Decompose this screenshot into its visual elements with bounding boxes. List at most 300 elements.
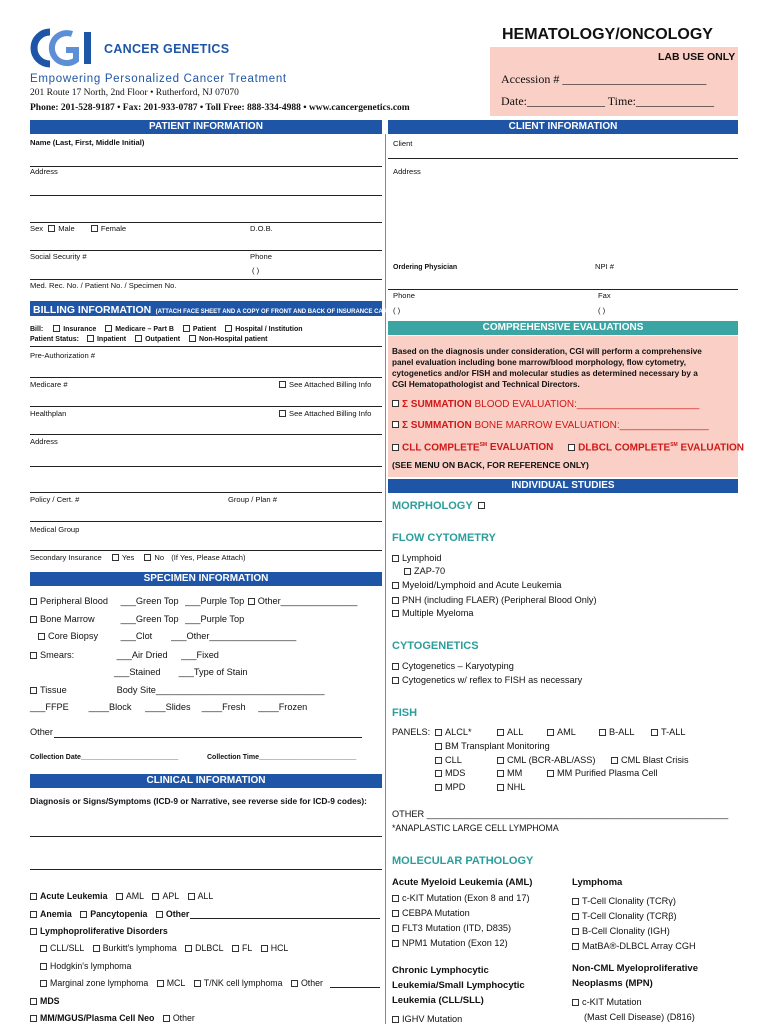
tissue-row <box>30 686 325 695</box>
pb-purple-top[interactable]: ___Purple Top <box>185 596 245 606</box>
hodgkin-row <box>40 962 131 971</box>
lymph-matba <box>572 942 696 951</box>
client-fax-paren: ( ) <box>598 306 606 315</box>
cyto-karyotyping-label: Cytogenetics – Karyotyping <box>402 661 514 671</box>
anemia-checkbox[interactable] <box>30 911 37 918</box>
fish-alcl-checkbox[interactable] <box>435 729 442 736</box>
secondary-note: (If Yes, Please Attach) <box>171 553 246 562</box>
client-phone-paren: ( ) <box>393 306 401 315</box>
cyto-reflex-label: Cytogenetics w/ reflex to FISH as necessary <box>402 675 583 685</box>
aml-flt3 <box>392 924 511 933</box>
core-biopsy-label: Core Biopsy <box>48 631 99 641</box>
mds-label: MDS <box>40 996 60 1006</box>
secondary-no-label: No <box>154 553 165 562</box>
patient-address-label: Address <box>30 167 58 176</box>
flow-pnh-checkbox[interactable] <box>392 597 399 604</box>
flow-pnh-label: PNH (including FLAER) (Peripheral Blood Only) <box>402 595 597 605</box>
fish-mm-checkbox[interactable] <box>497 770 504 777</box>
patient-phone-label: Phone <box>250 252 272 261</box>
policy-label: Policy / Cert. # <box>30 495 80 504</box>
healthplan-attached-label: See Attached Billing Info <box>289 409 372 418</box>
bill-patient-label: Patient <box>192 325 217 333</box>
fish-cml-blast-label: CML Blast Crisis <box>621 755 689 765</box>
summation-blood-row <box>392 400 699 410</box>
fl-checkbox[interactable] <box>232 945 239 952</box>
fish-tall-checkbox[interactable] <box>651 729 658 736</box>
flow-mm <box>392 609 473 618</box>
cll-sll-label: CLL/SLL <box>50 943 85 953</box>
summation-blood-label: BLOOD EVALUATION:______________________ <box>471 399 700 410</box>
dlbcl-complete-label: DLBCL COMPLETE <box>578 442 671 454</box>
mzl-checkbox[interactable] <box>40 980 47 987</box>
outpatient-label: Outpatient <box>145 335 181 343</box>
flow-myeloid-label: Myeloid/Lymphoid and Acute Leukemia <box>402 580 562 590</box>
cll-title-2: Leukemia/Small Lymphocytic <box>392 980 525 991</box>
ordering-physician-label: Ordering Physician <box>393 264 458 271</box>
client-address-label: Address <box>393 167 421 176</box>
lymph-igh <box>572 927 670 936</box>
preauth-line[interactable] <box>30 377 382 378</box>
mzl-other-line[interactable] <box>330 987 380 988</box>
morphology-section <box>392 500 488 512</box>
cll-title-3: Leukemia (CLL/SLL) <box>392 995 484 1006</box>
fish-aml-checkbox[interactable] <box>547 729 554 736</box>
fish-cll-checkbox[interactable] <box>435 757 442 764</box>
fresh-field[interactable]: ____Fresh <box>201 702 246 712</box>
lymph-igh-label: B-Cell Clonality (IGH) <box>582 926 670 936</box>
client-info-header: CLIENT INFORMATION <box>388 120 738 134</box>
clin-apl-checkbox[interactable] <box>152 893 159 900</box>
medrec-label: Med. Rec. No. / Patient No. / Specimen No. <box>30 281 177 290</box>
sex-dob-line[interactable] <box>30 250 382 251</box>
medical-group-line[interactable] <box>30 550 382 551</box>
fish-cml-label: CML (BCR-ABL/ASS) <box>507 755 596 765</box>
comp-text-3: cytogenetics and/or FISH and molecular studies as determined necessary by a <box>392 369 698 378</box>
bill-label: Bill: <box>30 325 44 333</box>
form-title: HEMATOLOGY/ONCOLOGY <box>502 26 713 43</box>
mcl-label: MCL <box>166 978 186 988</box>
patient-address-line-1[interactable] <box>30 195 382 196</box>
lymphoma-title: Lymphoma <box>572 877 623 888</box>
mpn-ckit-label: c-KIT Mutation <box>582 997 642 1007</box>
lymph-matba-label: MatBA®-DLBCL Array CGH <box>582 941 696 951</box>
fish-nhl-label: NHL <box>507 782 526 792</box>
female-label: Female <box>100 224 127 233</box>
cll-complete-label: CLL COMPLETE <box>402 442 480 454</box>
aml-title: Acute Myeloid Leukemia (AML) <box>392 877 533 888</box>
secondary-yes-checkbox[interactable] <box>112 554 119 561</box>
lymph-tcrb <box>572 912 677 921</box>
healthplan-line[interactable] <box>30 434 382 435</box>
secondary-row <box>30 554 246 562</box>
lymph-tcrg-label: T-Cell Clonality (TCRγ) <box>582 896 676 906</box>
secondary-no-checkbox[interactable] <box>144 554 151 561</box>
slides-field[interactable]: ____Slides <box>145 702 191 712</box>
burkitt-checkbox[interactable] <box>93 945 100 952</box>
specimen-header: SPECIMEN INFORMATION <box>30 572 382 586</box>
client-fax-label: Fax <box>598 291 611 300</box>
clin-all-checkbox[interactable] <box>188 893 195 900</box>
lymph-tcrb-checkbox[interactable] <box>572 913 579 920</box>
fish-mpd-checkbox[interactable] <box>435 784 442 791</box>
clin-aml-checkbox[interactable] <box>116 893 123 900</box>
anemia-other-checkbox[interactable] <box>156 911 163 918</box>
dlbcl-label: DLBCL <box>195 943 224 953</box>
core-biopsy-row <box>38 632 296 641</box>
npi-label: NPI # <box>595 262 614 271</box>
flow-lymphoid-label: Lymphoid <box>402 553 442 563</box>
medicare-attached-checkbox[interactable] <box>279 381 286 388</box>
diagnosis-line-2[interactable] <box>30 869 382 870</box>
fish-row-4 <box>435 769 658 778</box>
comprehensive-header: COMPREHENSIVE EVALUATIONS <box>388 321 738 335</box>
lymph-tcrg-checkbox[interactable] <box>572 898 579 905</box>
billing-address-line-1[interactable] <box>30 466 382 467</box>
ffpe-row <box>30 703 307 712</box>
fish-ball-label: B-ALL <box>609 727 635 737</box>
tagline: Empowering Personalized Cancer Treatment <box>30 73 287 85</box>
dlbcl-complete-checkbox[interactable] <box>568 444 575 451</box>
acute-leukemia-row <box>30 892 213 901</box>
aml-npm1 <box>392 939 508 948</box>
summation-bm-brand: Σ SUMMATION <box>402 420 472 431</box>
mpn-ckit-checkbox[interactable] <box>572 999 579 1006</box>
hcl-label: HCL <box>270 943 289 953</box>
flow-zap70-checkbox[interactable] <box>404 568 411 575</box>
pb-other[interactable]: Other_______________ <box>257 596 358 606</box>
tissue-checkbox[interactable] <box>30 687 37 694</box>
cyto-reflex <box>392 676 582 685</box>
mpn-ckit <box>572 998 642 1007</box>
healthplan-label: Healthplan <box>30 409 67 418</box>
policy-line[interactable] <box>30 521 382 522</box>
billing-title: BILLING INFORMATION <box>33 304 152 316</box>
flow-zap70 <box>404 567 445 576</box>
cyto-karyotyping-checkbox[interactable] <box>392 663 399 670</box>
billing-address-label: Address <box>30 437 58 446</box>
fish-mds-checkbox[interactable] <box>435 770 442 777</box>
mzl-row <box>40 979 323 988</box>
ssn-line[interactable] <box>30 279 382 280</box>
male-label: Male <box>58 224 75 233</box>
date-time-field[interactable]: Date:_____________ Time:_____________ <box>501 94 715 108</box>
bill-insurance-label: Insurance <box>63 325 97 333</box>
bill-hospital-checkbox[interactable] <box>225 325 232 332</box>
comp-text-2: panel evaluation including bone marrow/blood morphology, flow cytometry, <box>392 358 687 367</box>
acute-leukemia-label: Acute Leukemia <box>40 891 108 901</box>
collection-time[interactable]: Collection Time_________________________ <box>207 754 357 761</box>
peripheral-blood-label: Peripheral Blood <box>40 596 108 606</box>
bm-purple-top[interactable]: ___Purple Top <box>185 614 245 624</box>
female-checkbox[interactable] <box>91 225 98 232</box>
lpd-items-row <box>40 944 288 953</box>
burkitt-label: Burkitt's lymphoma <box>102 943 177 953</box>
stained-field[interactable]: ___Stained <box>114 667 161 677</box>
cyto-reflex-checkbox[interactable] <box>392 677 399 684</box>
aml-npm1-label: NPM1 Mutation (Exon 12) <box>402 938 508 948</box>
stained-row <box>114 668 248 677</box>
healthplan-attached <box>279 410 371 418</box>
fish-other-field[interactable]: OTHER ___________________________________________________________ <box>392 809 729 819</box>
summation-blood-brand: Σ SUMMATION <box>402 399 472 410</box>
pb-green-top[interactable]: ___Green Top <box>120 596 179 606</box>
diagnosis-label: Diagnosis or Signs/Symptoms (ICD-9 or Narrative, see reverse side for ICD-9 codes): <box>30 796 367 806</box>
aml-ckit <box>392 894 530 903</box>
fish-all-checkbox[interactable] <box>497 729 504 736</box>
bm-green-top[interactable]: ___Green Top <box>120 614 179 624</box>
smears-row <box>30 651 219 660</box>
lymph-matba-checkbox[interactable] <box>572 943 579 950</box>
fish-mm-purified-checkbox[interactable] <box>547 770 554 777</box>
mpn-mast-label: (Mast Cell Disease) (D816) <box>584 1012 695 1022</box>
sex-row <box>30 225 126 233</box>
alcl-note: *ANAPLASTIC LARGE CELL LYMPHOMA <box>392 823 559 833</box>
bill-medicare-checkbox[interactable] <box>105 325 112 332</box>
male-checkbox[interactable] <box>48 225 55 232</box>
fish-tall-label: T-ALL <box>661 727 686 737</box>
group-label: Group / Plan # <box>228 495 277 504</box>
lab-use-label: LAB USE ONLY <box>658 51 736 63</box>
company-logo <box>28 26 96 70</box>
comp-text-4: CGI Hematopathologist and Technical Directors. <box>392 380 580 389</box>
mm-row <box>30 1014 195 1023</box>
cll-evaluation-label: EVALUATION <box>487 442 554 454</box>
accession-field[interactable]: Accession # ________________________ <box>501 72 707 86</box>
patient-status-label: Patient Status: <box>30 335 80 343</box>
mds-checkbox[interactable] <box>30 998 37 1005</box>
healthplan-attached-checkbox[interactable] <box>279 410 286 417</box>
flow-myeloid-checkbox[interactable] <box>392 582 399 589</box>
fl-label: FL <box>241 943 253 953</box>
mzl-other-label: Other <box>300 978 323 988</box>
company-address: 201 Route 17 North, 2nd Floor • Rutherford, NJ 07070 <box>30 88 239 98</box>
mpn-title-1: Non-CML Myeloproliferative <box>572 963 698 974</box>
cll-sll-checkbox[interactable] <box>40 945 47 952</box>
summation-bm-label: BONE MARROW EVALUATION:________________ <box>471 420 709 431</box>
inpatient-label: Inpatient <box>96 335 127 343</box>
aml-npm1-checkbox[interactable] <box>392 940 399 947</box>
anemia-row <box>30 910 189 919</box>
lpd-checkbox[interactable] <box>30 928 37 935</box>
flow-mm-checkbox[interactable] <box>392 610 399 617</box>
cll-ighv <box>392 1015 462 1024</box>
fish-mm-purified-label: MM Purified Plasma Cell <box>557 768 658 778</box>
client-line[interactable] <box>388 158 738 159</box>
aml-flt3-checkbox[interactable] <box>392 925 399 932</box>
secondary-label: Secondary Insurance <box>30 553 102 562</box>
fish-row-3 <box>435 756 689 765</box>
fish-row-1 <box>392 728 686 737</box>
mm-other-checkbox[interactable] <box>163 1015 170 1022</box>
inpatient-checkbox[interactable] <box>87 335 94 342</box>
mds-row <box>30 997 60 1006</box>
tnk-checkbox[interactable] <box>194 980 201 987</box>
cll-title-1: Chronic Lymphocytic <box>392 965 489 976</box>
pb-other-checkbox[interactable] <box>248 598 255 605</box>
patient-status-row <box>30 335 268 343</box>
tnk-label: T/NK cell lymphoma <box>203 978 283 988</box>
clot-field[interactable]: ___Clot <box>120 631 153 641</box>
mzl-label: Marginal zone lymphoma <box>50 978 149 988</box>
patient-address-line-2[interactable] <box>30 222 382 223</box>
pancytopenia-label: Pancytopenia <box>90 909 148 919</box>
aml-cebpa-label: CEBPA Mutation <box>402 908 470 918</box>
clin-aml-label: AML <box>125 891 145 901</box>
patient-name-label: Name (Last, First, Middle Initial) <box>30 138 145 147</box>
fish-mpd-label: MPD <box>445 782 466 792</box>
bill-row <box>30 325 303 333</box>
dlbcl-checkbox[interactable] <box>185 945 192 952</box>
bill-insurance-checkbox[interactable] <box>53 325 60 332</box>
clinical-header: CLINICAL INFORMATION <box>30 774 382 788</box>
hcl-checkbox[interactable] <box>261 945 268 952</box>
fish-row-5 <box>435 783 525 792</box>
client-label: Client <box>393 139 413 148</box>
bone-marrow-label: Bone Marrow <box>40 614 95 624</box>
fish-cml-checkbox[interactable] <box>497 757 504 764</box>
mm-other-label: Other <box>172 1013 195 1023</box>
medicare-line[interactable] <box>30 406 382 407</box>
smears-checkbox[interactable] <box>30 652 37 659</box>
fish-cml-blast-checkbox[interactable] <box>611 757 618 764</box>
company-contact: Phone: 201-528-9187 • Fax: 201-933-0787 • Toll Free: 888-334-4988 • www.cancergenetics.com <box>30 103 410 113</box>
non-hospital-label: Non-Hospital patient <box>199 335 268 343</box>
fish-alcl-label: ALCL* <box>445 727 472 737</box>
flow-lymphoid <box>392 554 442 563</box>
sex-label: Sex <box>30 224 44 233</box>
summation-blood-checkbox[interactable] <box>392 400 399 407</box>
tissue-label: Tissue <box>40 685 67 695</box>
complete-eval-row <box>392 443 744 453</box>
fixed-field[interactable]: ___Fixed <box>181 650 219 660</box>
flow-lymphoid-checkbox[interactable] <box>392 555 399 562</box>
dob-label: D.O.B. <box>250 224 273 233</box>
bill-patient-checkbox[interactable] <box>183 325 190 332</box>
medicare-label: Medicare # <box>30 380 68 389</box>
cyto-title: CYTOGENETICS <box>392 640 479 652</box>
patient-info-header: PATIENT INFORMATION <box>30 120 382 134</box>
peripheral-blood-checkbox[interactable] <box>30 598 37 605</box>
aml-flt3-label: FLT3 Mutation (ITD, D835) <box>402 923 512 933</box>
medicare-attached <box>279 381 371 389</box>
lpd-row <box>30 927 168 936</box>
frozen-field[interactable]: ____Frozen <box>258 702 308 712</box>
company-name: CANCER GENETICS <box>104 42 230 56</box>
dlbcl-evaluation-label: EVALUATION <box>677 442 745 454</box>
summation-bm-checkbox[interactable] <box>392 421 399 428</box>
comp-text-1: Based on the diagnosis under consideration, CGI will perform a comprehensive <box>392 347 702 356</box>
ssn-label: Social Security # <box>30 252 87 261</box>
aml-ckit-checkbox[interactable] <box>392 895 399 902</box>
fish-mds-label: MDS <box>445 768 466 778</box>
collection-date[interactable]: Collection Date_________________________ <box>30 754 179 761</box>
mpn-mast <box>584 1013 695 1022</box>
mzl-other-checkbox[interactable] <box>291 980 298 987</box>
type-stain-field[interactable]: ___Type of Stain <box>178 667 248 677</box>
aml-ckit-label: c-KIT Mutation (Exon 8 and 17) <box>402 893 530 903</box>
fish-nhl-checkbox[interactable] <box>497 784 504 791</box>
fish-ball-checkbox[interactable] <box>599 729 606 736</box>
air-dried-field[interactable]: ___Air Dried <box>116 650 168 660</box>
flow-title: FLOW CYTOMETRY <box>392 532 496 544</box>
hodgkin-checkbox[interactable] <box>40 963 47 970</box>
morphology-checkbox[interactable] <box>478 502 485 509</box>
bone-marrow-checkbox[interactable] <box>30 616 37 623</box>
specimen-other-line[interactable] <box>54 737 362 738</box>
fish-title: FISH <box>392 707 418 719</box>
mpn-title-2: Neoplasms (MPN) <box>572 978 653 989</box>
dlbcl-sm-mark: SM <box>670 442 678 448</box>
ffpe-field[interactable]: ___FFPE <box>30 702 69 712</box>
client-phone-label: Phone <box>393 291 415 300</box>
cyto-karyotyping <box>392 662 514 671</box>
mm-label: MM/MGUS/Plasma Cell Neo <box>40 1013 155 1023</box>
billing-header <box>30 301 394 316</box>
cll-sm-mark: SM <box>479 442 488 448</box>
fish-cll-label: CLL <box>445 755 462 765</box>
mm-checkbox[interactable] <box>30 1015 37 1022</box>
specimen-other-label: Other <box>30 727 53 737</box>
fish-row-2 <box>435 742 550 751</box>
medicare-attached-label: See Attached Billing Info <box>289 380 372 389</box>
outpatient-checkbox[interactable] <box>135 335 142 342</box>
aml-cebpa-checkbox[interactable] <box>392 910 399 917</box>
fish-mm-label: MM <box>507 768 523 778</box>
anemia-other-line[interactable] <box>190 918 380 919</box>
cll-ighv-checkbox[interactable] <box>392 1016 399 1023</box>
lymph-igh-checkbox[interactable] <box>572 928 579 935</box>
peripheral-blood-row <box>30 597 357 606</box>
bill-medicare-label: Medicare – Part B <box>115 325 174 333</box>
morphology-label: MORPHOLOGY <box>392 500 473 512</box>
billing-address-line-2[interactable] <box>30 492 382 493</box>
block-field[interactable]: ____Block <box>88 702 132 712</box>
patient-name-line[interactable] <box>30 166 382 167</box>
medical-group-label: Medical Group <box>30 525 80 534</box>
lymph-tcrb-label: T-Cell Clonality (TCRβ) <box>582 911 677 921</box>
diagnosis-line-1[interactable] <box>30 836 382 837</box>
secondary-yes-label: Yes <box>121 553 135 562</box>
lpd-label: Lymphoproliferative Disorders <box>40 926 168 936</box>
pancytopenia-checkbox[interactable] <box>80 911 87 918</box>
flow-zap70-label: ZAP-70 <box>414 566 446 576</box>
acute-leukemia-checkbox[interactable] <box>30 893 37 900</box>
fish-all-label: ALL <box>507 727 524 737</box>
clin-apl-label: APL <box>162 891 180 901</box>
fish-bmt-checkbox[interactable] <box>435 743 442 750</box>
summation-bm-row <box>392 421 709 431</box>
mcl-checkbox[interactable] <box>157 980 164 987</box>
lymph-tcrg <box>572 897 676 906</box>
bm-other[interactable]: ___Other_________________ <box>171 631 297 641</box>
flow-mm-label: Multiple Myeloma <box>402 608 474 618</box>
cll-ighv-label: IGHV Mutation <box>402 1014 463 1024</box>
anemia-other-label: Other <box>165 909 190 919</box>
patient-phone-paren: ( ) <box>252 266 260 275</box>
fish-aml-label: AML <box>557 727 576 737</box>
body-site-field[interactable]: Body Site_________________________________ <box>116 685 325 695</box>
core-biopsy-checkbox[interactable] <box>38 633 45 640</box>
flow-myeloid <box>392 581 562 590</box>
individual-header: INDIVIDUAL STUDIES <box>388 479 738 493</box>
non-hospital-checkbox[interactable] <box>189 335 196 342</box>
ordering-line[interactable] <box>388 289 738 290</box>
billing-subtitle: (ATTACH FACE SHEET AND A COPY OF FRONT AND BACK OF INSURANCE CARD) <box>155 309 394 315</box>
flow-pnh <box>392 596 597 605</box>
bone-marrow-row <box>30 615 244 624</box>
cll-complete-checkbox[interactable] <box>392 444 399 451</box>
see-menu-note: (SEE MENU ON BACK, FOR REFERENCE ONLY) <box>392 460 589 470</box>
